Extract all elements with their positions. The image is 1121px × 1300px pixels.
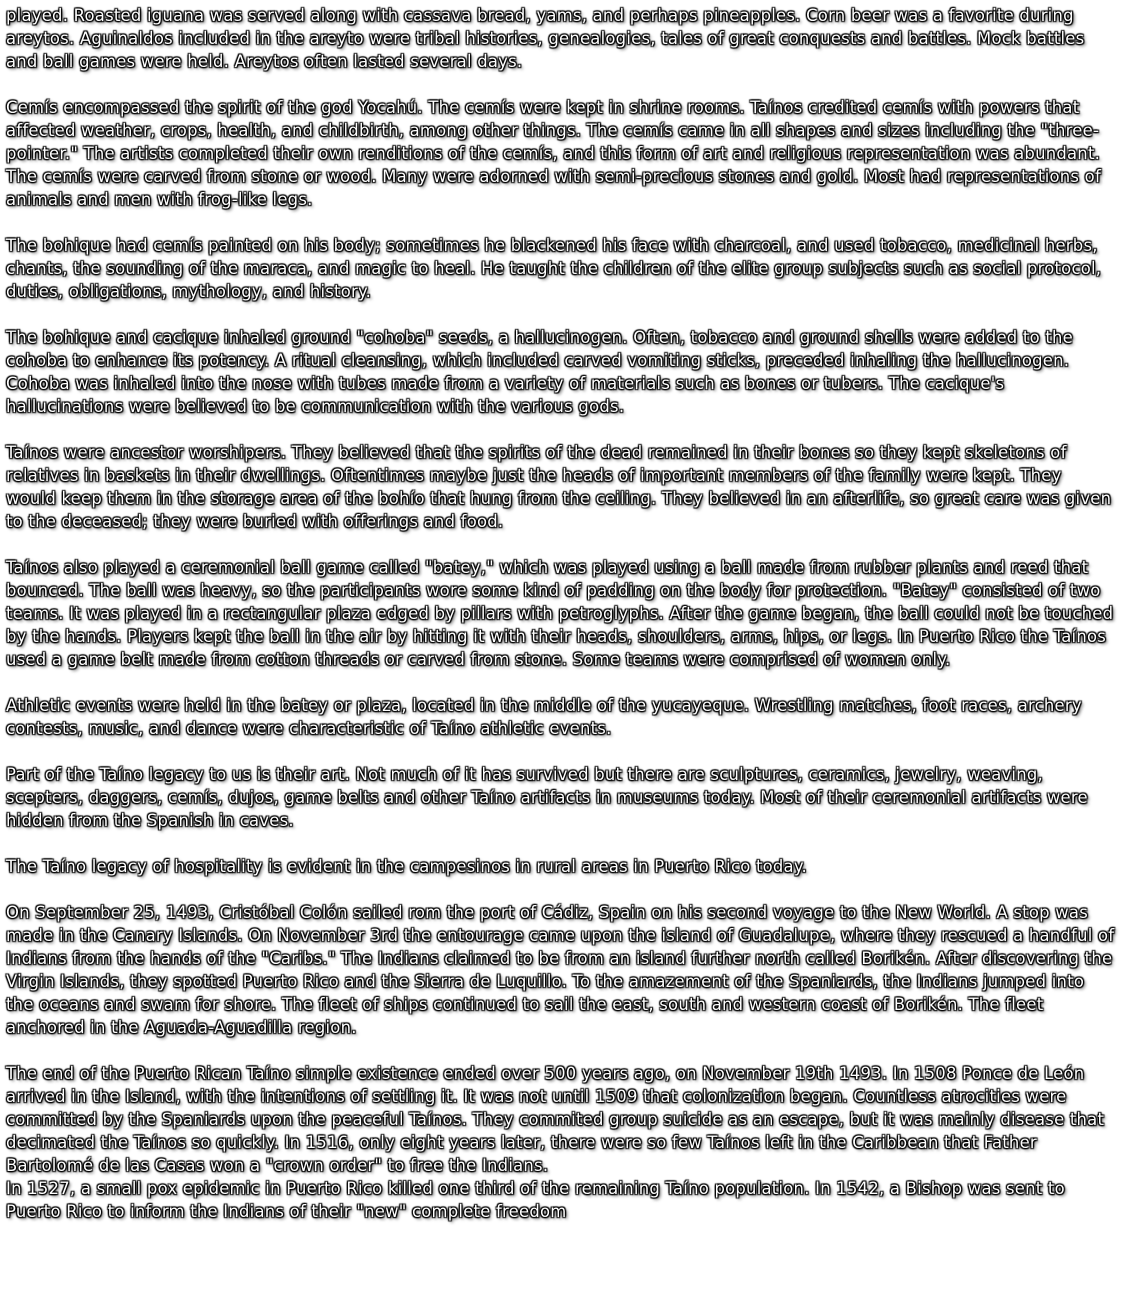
paragraph-end-of-taino: The end of the Puerto Rican Taíno simple existence ended over 500 years ago, on November 19th 1493. In 1508 Ponce de León arrived in the Island, with the intentions of settling it. It was not until 1509 that colonization began. Countless atrocities were committed by the Spaniards upon the peaceful Taínos. They commited group suicide as an escape, but it was mainly disease that decimated the Taínos so quickly. In 1516, only eight years later, there were so few Taínos left in the Caribbean that Father Bartolomé de las Casas won a "crown order" to free the Indians. (6, 1064, 1105, 1175)
paragraph-athletic-events: Athletic events were held in the batey or plaza, located in the middle of the yucayeque. Wrestling matches, foot races, archery contests, music, and dance were characteristic of Taíno athletic events. (6, 696, 1082, 738)
paragraph-ancestor-worship: Taínos were ancestor worshipers. They believed that the spirits of the dead remained in their bones so they kept skeletons of relatives in baskets in their dwellings. Oftentimes maybe just the heads of important members of the family were kept. They would keep them in the storage area of the bohío that hung from the ceiling. They believed in an afterlife, so great care was given to the deceased; they were buried with offerings and food. (6, 443, 1112, 531)
paragraph-areytos: played. Roasted iguana was served along with cassava bread, yams, and perhaps pineapples. Corn beer was a favorite during areytos. Aguinaldos included in the areyto were tribal histories, genealogies, tales of great conquests and battles. Mock battles and ball games were held. Areytos often lasted several days. (6, 6, 1085, 71)
paragraph-cemis: Cemís encompassed the spirit of the god Yocahú. The cemís were kept in shrine rooms. Taínos credited cemís with powers that affected weather, crops, health, and childbirth, among other things. The cemís came in all shapes and sizes including the "three-pointer." The artists completed their own renditions of the cemís, and this form of art and religious representation was abundant. The cemís were carved from stone or wood. Many were adorned with semi-precious stones and gold. Most had representations of animals and men with frog-like legs. (6, 98, 1101, 209)
paragraph-colon-voyage: On September 25, 1493, Cristóbal Colón sailed rom the port of Cádiz, Spain on his second voyage to the New World. A stop was made in the Canary Islands. On November 3rd the entourage came upon the island of Guadalupe, where they rescued a handful of Indians from the hands of the "Caribs." The Indians claimed to be from an island further north called Borikén. After discovering the Virgin Islands, they spotted Puerto Rico and the Sierra de Luquillo. To the amazement of the Spaniards, the Indians jumped into the oceans and swam for shore. The fleet of ships continued to sail the east, south and western coast of Borikén. The fleet anchored in the Aguada-Aguadilla region. (6, 903, 1115, 1037)
paragraph-small-pox: In 1527, a small pox epidemic in Puerto Rico killed one third of the remaining Taíno population. In 1542, a Bishop was sent to Puerto Rico to inform the Indians of their "new" complete freedom (6, 1179, 1065, 1221)
paragraph-art-legacy: Part of the Taíno legacy to us is their art. Not much of it has survived but there are sculptures, ceramics, jewelry, weaving, scepters, daggers, cemís, dujos, game belts and other Taíno artifacts in museums today. Most of their ceremonial artifacts were hidden from the Spanish in caves. (6, 765, 1088, 830)
paragraph-cohoba: The bohique and cacique inhaled ground "cohoba" seeds, a hallucinogen. Often, tobacco and ground shells were added to the cohoba to enhance its potency. A ritual cleansing, which included carved vomiting sticks, preceded inhaling the hallucinogen. Cohoba was inhaled into the nose with tubes made from a variety of materials such as bones or tubers. The cacique's hallucinations were believed to be communication with the various gods. (6, 328, 1073, 416)
paragraph-batey: Taínos also played a ceremonial ball game called "batey," which was played using a ball made from rubber plants and reed that bounced. The ball was heavy, so the participants wore some kind of padding on the body for protection. "Batey" consisted of two teams. It was played in a rectangular plaza edged by pillars with petroglyphs. After the game began, the ball could not be touched by the hands. Players kept the ball in the air by hitting it with their heads, shoulders, arms, hips, or legs. In Puerto Rico the Taínos used a game belt made from cotton threads or carved from stone. Some teams were comprised of women only. (6, 558, 1114, 669)
paragraph-hospitality: The Taíno legacy of hospitality is evident in the campesinos in rural areas in Puerto Rico today. (6, 857, 807, 876)
paragraph-bohique: The bohique had cemís painted on his body; sometimes he blackened his face with charcoal, and used tobacco, medicinal herbs, chants, the sounding of the maraca, and magic to heal. He taught the children of the elite group subjects such as social protocol, duties, obligations, mythology, and history. (6, 236, 1102, 301)
